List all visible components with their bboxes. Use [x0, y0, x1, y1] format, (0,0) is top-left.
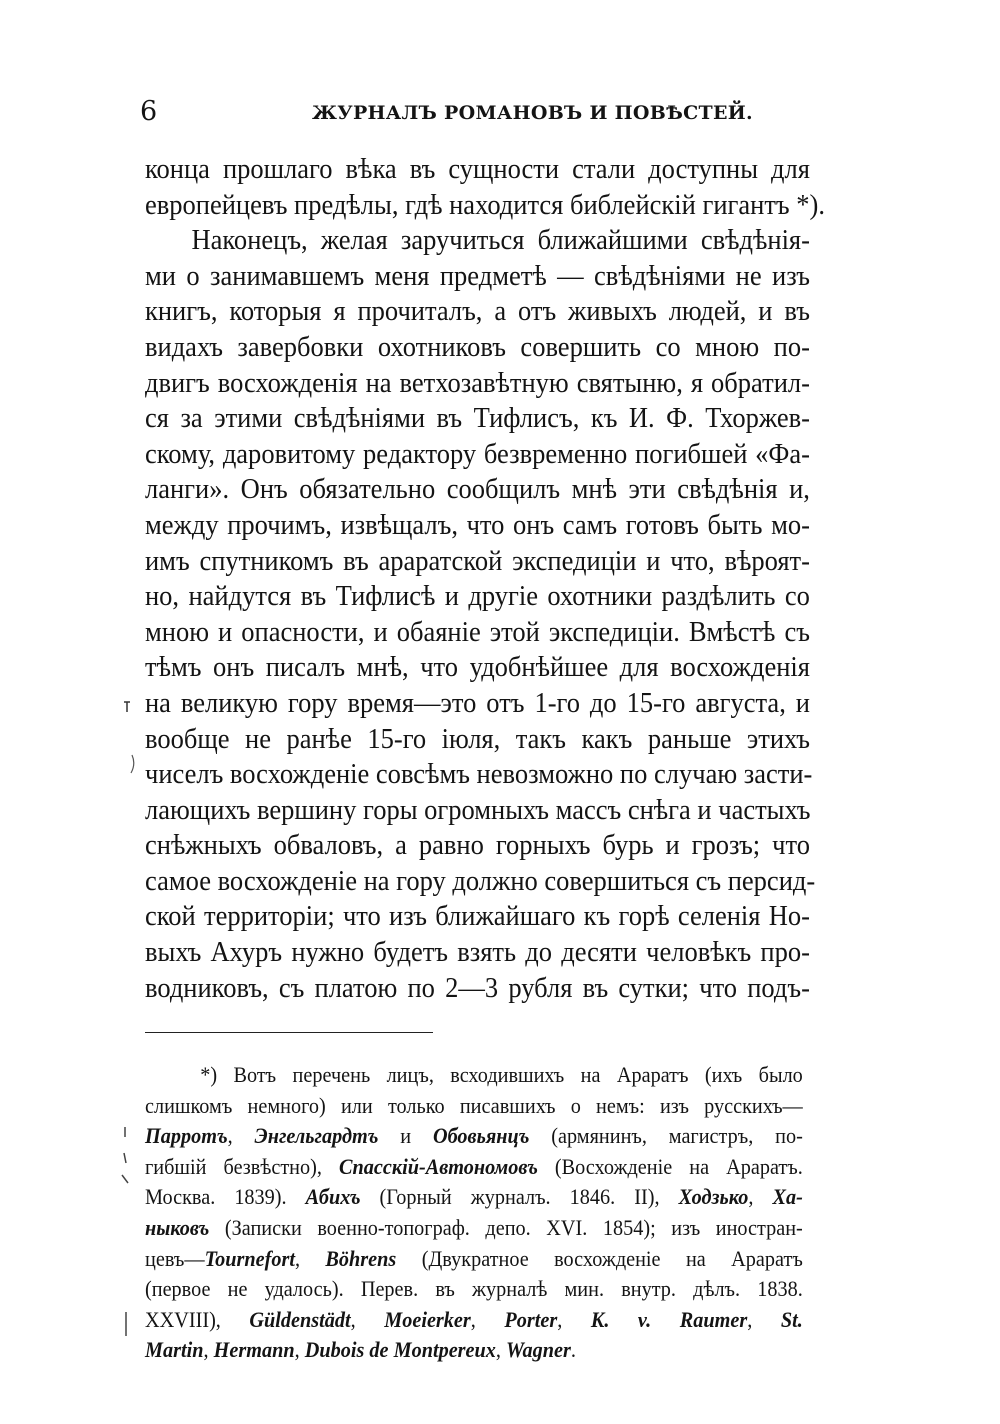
- text-line: выхъ Ахуръ нужно будетъ взять до десяти человѣкъ про-: [145, 937, 810, 969]
- text-line: ми о занимавшемъ меня предметѣ — свѣдѣніями не изъ: [145, 260, 810, 292]
- text-line: скому, даровитому редактору безвременно погибшей «Фа-: [145, 438, 810, 470]
- footnote-line: (первое не удалось). Перев. въ журналѣ мин. внутр. дѣлъ. 1838.: [145, 1276, 803, 1302]
- text-line: ланги». Онъ обязательно сообщилъ мнѣ эти свѣдѣнія и,: [145, 474, 810, 506]
- footnote-line: Martin, Hermann, Dubois de Montpereux, Wagner.: [145, 1337, 576, 1363]
- text-line: но, найдутся въ Тифлисѣ и другіе охотники раздѣлить со: [145, 581, 810, 613]
- footnote-line: XXVIII), Güldenstädt, Moeierker, Porter, K. v. Raumer, St.: [145, 1306, 803, 1332]
- text-line: между прочимъ, извѣщалъ, что онъ самъ готовъ быть мо-: [145, 509, 810, 541]
- footnote: [145, 1060, 803, 1366]
- text-line: видахъ завербовки охотниковъ совершить со мною по-: [145, 331, 810, 363]
- footnote-line: Москва. 1839). Абихъ (Горный журналъ. 1846. II), Ходзько, Ха-: [145, 1184, 803, 1210]
- text-line: чиселъ восхожденіе совсѣмъ невозможно по случаю засти-: [145, 759, 813, 791]
- text-line: европейцевъ предѣлы, гдѣ находится библейскій гигантъ *).: [145, 189, 825, 221]
- running-head: ЖУРНАЛЪ РОМАНОВЪ И ПОВѢСТЕЙ.: [312, 102, 753, 124]
- body-text: [145, 152, 825, 1006]
- page-number: 6: [140, 96, 158, 127]
- text-line: на великую гору время—это отъ 1-го до 15-го августа, и: [145, 687, 810, 719]
- text-line: тѣмъ онъ писалъ мнѣ, что удобнѣйшее для восхожденія: [145, 652, 810, 684]
- text-line: имъ спутникомъ въ араратской экспедиціи и что, вѣроят-: [145, 545, 810, 577]
- text-line: двигъ восхожденія на ветхозавѣтную святыню, я обратил-: [145, 367, 810, 399]
- text-line: мною и опасности, и обаяніе этой экспедиціи. Вмѣстѣ съ: [145, 616, 810, 648]
- text-line: конца прошлаго вѣка въ сущности стали доступны для: [145, 154, 810, 185]
- footnote-line: слишкомъ немного) или только писавшихъ о немъ: изъ русскихъ—: [145, 1092, 803, 1118]
- scan-mark: [122, 1310, 130, 1338]
- text-line: ской территоріи; что изъ ближайшаго къ горѣ селенія Но-: [145, 901, 810, 933]
- text-line: снѣжныхъ обваловъ, а равно горныхъ бурь и грозъ; что: [145, 830, 810, 862]
- text-line: водниковъ, съ платою по 2—3 рубля въ сутки; что подъ-: [145, 972, 810, 1004]
- footnote-line: цевъ—Tournefort, Böhrens (Двукратное восхожденіе на Араратъ: [145, 1245, 803, 1271]
- footnote-line: *) Вотъ перечень лицъ, всходившихъ на Араратъ (ихъ было: [200, 1062, 803, 1087]
- footnote-line: Парротъ, Энгельгардтъ и Обовьянцъ (армянинъ, магистръ, по-: [145, 1123, 803, 1149]
- text-line: книгъ, которыя я прочиталъ, а отъ живыхъ людей, и въ: [145, 296, 810, 328]
- text-line: ся за этими свѣдѣніями въ Тифлисъ, къ И. Ф. Тхоржев-: [145, 403, 810, 435]
- text-line: Наконецъ, желая заручиться ближайшими свѣдѣнія-: [191, 225, 810, 257]
- text-line: вообще не ранѣе 15-го іюля, такъ какъ раньше этихъ: [145, 723, 810, 755]
- text-line: лающихъ вершину горы огромныхъ массъ снѣга и частыхъ: [145, 794, 811, 826]
- footnote-line: ныковъ (Записки военно-топограф. депо. XVI. 1854); изъ иностран-: [145, 1214, 803, 1240]
- footnote-line: гибшій безвѣстно), Спасскій-Автономовъ (Восхожденіе на Араратъ.: [145, 1153, 803, 1179]
- scan-mark: [122, 700, 132, 714]
- text-line: самое восхожденіе на гору должно совершиться съ персид-: [145, 865, 816, 897]
- scan-mark: [120, 1125, 130, 1185]
- scan-mark: [129, 754, 137, 774]
- footnote-divider: [145, 1032, 433, 1033]
